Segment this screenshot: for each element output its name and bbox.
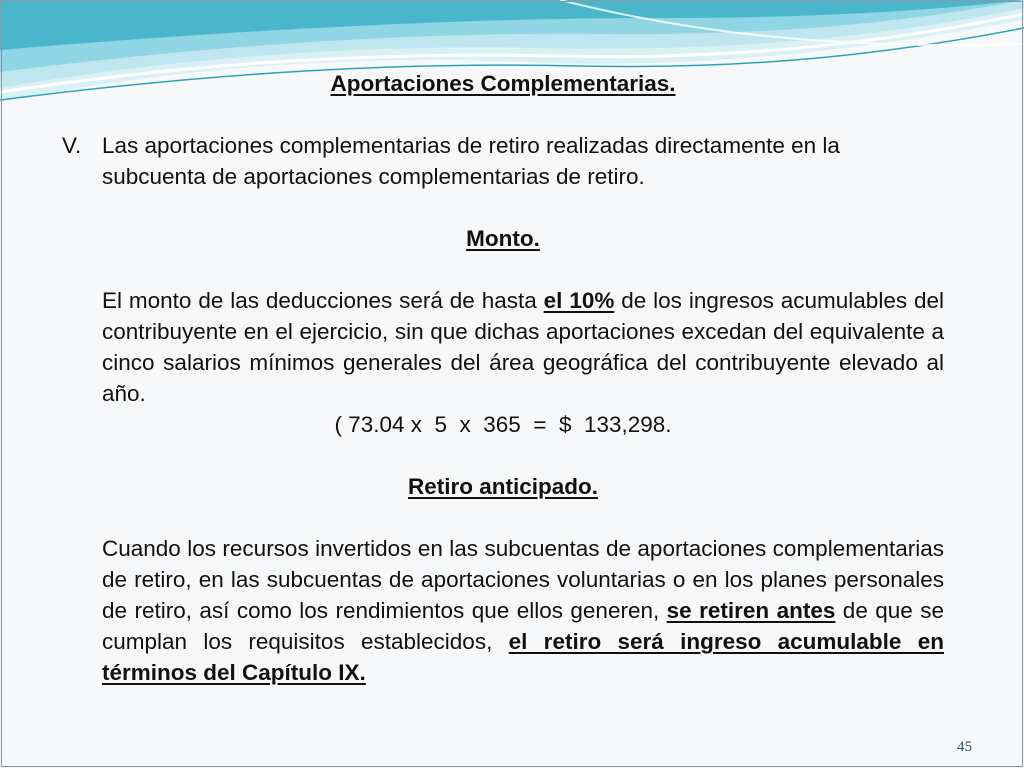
- monto-text-after: de los ingresos acumulables del contribuyente en el ejercicio, sin que dichas aportaciones excedan del equivalente a cinco salarios mínimos generales del área geográfica del contribuyente elevado al año.: [102, 288, 944, 406]
- heading-monto: Monto.: [466, 226, 540, 251]
- slide-content: [62, 68, 944, 688]
- monto-emphasis: el 10%: [543, 288, 615, 313]
- heading-aportaciones: Aportaciones Complementarias.: [330, 71, 676, 96]
- spacer: [62, 192, 944, 223]
- retiro-conclusion: el retiro será ingreso acumulable en términos del Capítulo IX.: [102, 629, 944, 685]
- heading-retiro-anticipado: Retiro anticipado.: [407, 474, 599, 499]
- item-v: [62, 130, 944, 192]
- retiro-text-middle: de que se cumplan los requisitos establecidos,: [102, 598, 944, 654]
- spacer: [62, 502, 944, 533]
- spacer: [62, 99, 944, 130]
- retiro-text-before: Cuando los recursos invertidos en las subcuentas de aportaciones complementarias de retiro, en las subcuentas de aportaciones voluntarias o en los planes personales de retiro, así como los rendimientos que ellos generen,: [102, 536, 944, 623]
- spacer: [62, 254, 944, 285]
- monto-text-before: El monto de las deducciones será de hasta: [102, 288, 544, 313]
- item-text: Las aportaciones complementarias de retiro realizadas directamente en la subcuenta de aportaciones complementarias de retiro.: [102, 133, 840, 189]
- retiro-emphasis: se retiren antes: [666, 598, 836, 623]
- monto-formula: ( 73.04 x 5 x 365 = $ 133,298.: [334, 412, 672, 437]
- spacer: [62, 440, 944, 471]
- monto-paragraph: [102, 285, 944, 409]
- retiro-paragraph: [102, 533, 944, 688]
- item-number: V.: [62, 133, 82, 158]
- page-number: 45: [957, 739, 972, 755]
